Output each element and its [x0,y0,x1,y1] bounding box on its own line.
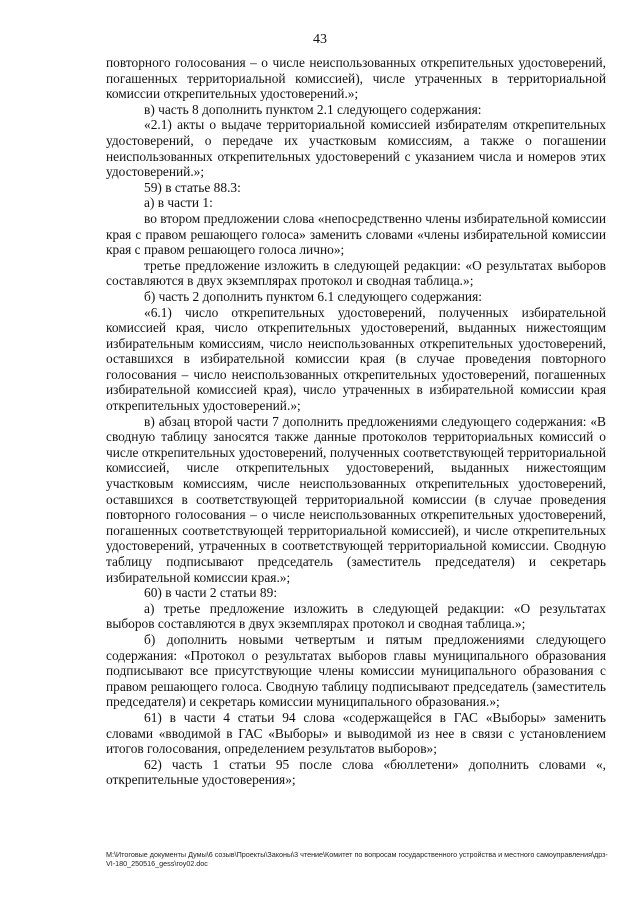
paragraph: «6.1) число открепительных удостоверений, полученных избирательной комиссией края, число открепительных удостоверений, выданных нижестоящим избирательным комиссиям, число неиспользованных открепительных удостоверений, оставшихся в избирательной комиссии края (в случае проведения повторного голосования – число неиспользованных открепительных удостоверений, погашенных избирательной комиссией края), число утраченных в избирательной комиссии края открепительных удостоверений.»; [106,304,606,414]
paragraph: 61) в части 4 статьи 94 слова «содержащейся в ГАС «Выборы» заменить словами «вводимой в ГАС «Выборы» и выводимой из нее в связи с установлением итогов голосования, определением результатов выборов»; [106,709,606,757]
paragraph: а) третье предложение изложить в следующей редакции: «О результатах выборов составляются в двух экземплярах протокол и сводная таблица.»; [106,600,606,632]
document-body [106,55,606,788]
page-number: 43 [313,32,327,47]
paragraph: 59) в статье 88.3: [144,179,241,195]
paragraph: а) в части 1: [144,195,213,211]
paragraph: третье предложение изложить в следующей редакции: «О результатах выборов составляются в двух экземплярах протокол и сводная таблица.»; [106,257,606,289]
paragraph: 62) часть 1 статьи 95 после слова «бюллетени» дополнить словами «, открепительные удостоверения»; [106,756,606,788]
paragraph: б) часть 2 дополнить пунктом 6.1 следующего содержания: [144,288,482,304]
paragraph: во втором предложении слова «непосредственно члены избирательной комиссии края с правом решающего голоса» заменить словами «члены избирательной комиссии края с правом решающего голоса лично»; [106,210,606,258]
paragraph: 60) в части 2 статьи 89: [144,585,278,601]
paragraph: в) абзац второй части 7 дополнить предложениями следующего содержания: «В сводную таблицу заносятся также данные протоколов территориальных комиссий о числе открепительных удостоверений, полученных соответствующей территориальной комиссией, числе открепительных удостоверений, выданных нижестоящим участковым комиссиям, числе неиспользованных открепительных удостоверений, оставшихся в соответствующей территориальной комиссии (в случае проведения повторного голосования – о числе неиспользованных открепительных удостоверений, погашенных соответствующей территориальной комиссией), и числе открепительных удостоверений, утраченных в соответствующей территориальной комиссии. Сводную таблицу подписывают председатель (заместитель председателя) и секретарь избирательной комиссии края.»; [106,413,606,585]
paragraph: повторного голосования – о числе неиспользованных открепительных удостоверений, погашенных территориальной комиссией), числе утраченных в территориальной комиссии открепительных удостоверений.»; [106,55,606,102]
file-path-footer: M:\Итоговые документы Думы\6 созыв\Проекты\Законы\3 чтение\Комитет по вопросам государственного устройства и местного самоуправления\дрз-VI-180_250516_gess\roy02.doc [106,850,608,868]
paragraph: б) дополнить новыми четвертым и пятым предложениями следующего содержания: «Протокол о результатах выборов главы муниципального образования подписывают все присутствующие члены комиссии муниципального образования с правом решающего голоса. Сводную таблицу подписывают председатель (заместитель председателя) и секретарь комиссии муниципального образования.»; [106,631,606,710]
paragraph: в) часть 8 дополнить пунктом 2.1 следующего содержания: [144,101,482,117]
paragraph: «2.1) акты о выдаче территориальной комиссией избирателям открепительных удостоверений, о передаче их участковым комиссиям, а также о погашении неиспользованных открепительных удостоверений с указанием числа и номеров этих удостоверений.»; [106,117,606,180]
